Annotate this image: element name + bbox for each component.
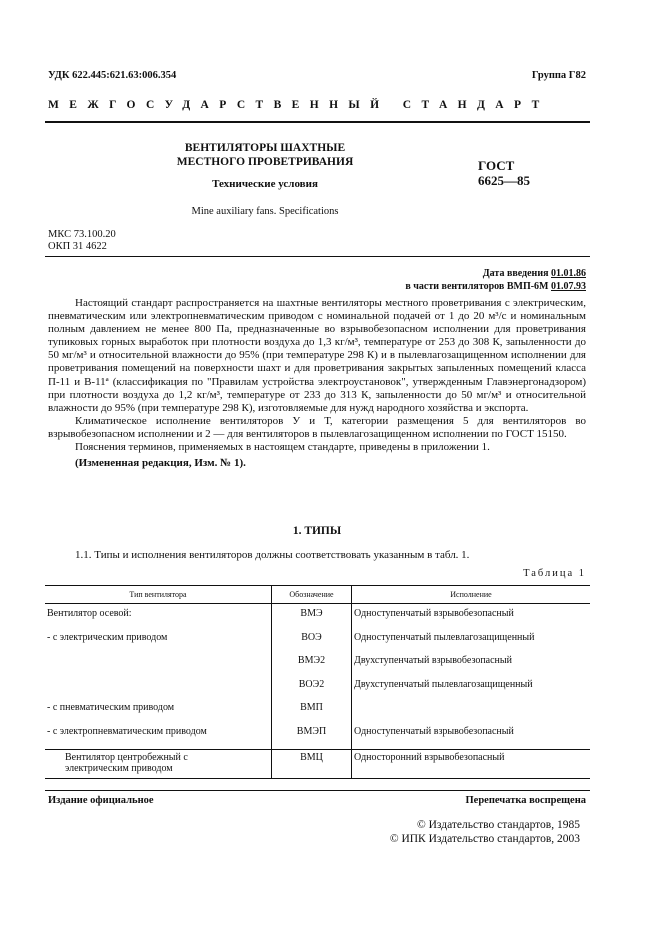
cell-type: Вентилятор осевой: bbox=[45, 604, 272, 632]
copyright-2003: © ИПК Издательство стандартов, 2003 bbox=[389, 833, 580, 845]
doc-title-line1: ВЕНТИЛЯТОРЫ ШАХТНЫЕ bbox=[184, 142, 346, 154]
col-header-version: Исполнение bbox=[352, 586, 591, 604]
cell-version bbox=[352, 702, 591, 726]
cell-version: Односторонний взрывобезопасный bbox=[352, 750, 591, 779]
cell-type: - с электрическим приводом bbox=[45, 632, 272, 656]
section-1-1-text bbox=[48, 549, 586, 562]
part-date-label: в части вентиляторов ВМП-6М bbox=[405, 281, 549, 292]
cell-version: Двухступенчатый взрывобезопасный bbox=[354, 655, 512, 666]
clause-1-1: 1.1. Типы и исполнения вентиляторов должны соответствовать указанным в табл. 1. bbox=[75, 549, 470, 561]
udk-code: УДК 622.445:621.63:006.354 bbox=[48, 70, 177, 81]
table-row bbox=[45, 702, 590, 726]
cell-version: Одноступенчатый взрывобезопасный bbox=[354, 725, 514, 737]
doc-subtitle: Технические условия bbox=[212, 178, 318, 190]
amendment-note: (Измененная редакция, Изм. № 1). bbox=[75, 457, 246, 470]
gost-block bbox=[478, 158, 530, 188]
header-rule bbox=[45, 121, 590, 123]
table-row bbox=[45, 726, 590, 750]
intro-date: 01.01.86 bbox=[551, 268, 586, 279]
doc-title-line2: МЕСТНОГО ПРОВЕТРИВАНИЯ bbox=[176, 156, 354, 168]
reprint-prohibited: Перепечатка воспрещена bbox=[465, 795, 586, 806]
cell-type: Вентилятор центробежный с электрическим приводом bbox=[45, 750, 272, 779]
table-header-row bbox=[45, 586, 590, 604]
footer-rule bbox=[45, 790, 590, 791]
copyright-1985: © Издательство стандартов, 1985 bbox=[416, 819, 580, 831]
cell-designation: ВМП bbox=[272, 702, 352, 726]
cell-designation: ВМЭ2 bbox=[272, 655, 352, 679]
effective-dates bbox=[330, 267, 586, 293]
cell-type: - с электропневматическим приводом bbox=[45, 726, 272, 750]
group-code: Группа Г82 bbox=[531, 70, 586, 81]
doc-title bbox=[150, 141, 380, 169]
fan-types-table bbox=[45, 585, 590, 779]
cell-type bbox=[45, 655, 272, 679]
gost-number: 6625—85 bbox=[478, 173, 530, 188]
cell-type: - с пневматическим приводом bbox=[45, 702, 272, 726]
cell-designation: ВМЭ bbox=[272, 604, 352, 632]
cell-version: Одноступенчатый пылевлагозащищенный bbox=[354, 631, 535, 643]
table-row bbox=[45, 655, 590, 679]
table-row bbox=[45, 750, 590, 779]
table-row bbox=[45, 604, 590, 632]
classification-codes bbox=[48, 229, 116, 253]
english-title: Mine auxiliary fans. Specifications bbox=[191, 206, 339, 217]
section-title-types: 1. ТИПЫ bbox=[292, 525, 342, 537]
body-text bbox=[48, 297, 586, 470]
copyright-block bbox=[360, 818, 580, 846]
climate-paragraph: Климатическое исполнение вентиляторов У и Т, категории размещения 5 для вентиляторов во взрывобезопасном исполнении и 2 — для вентиляторов в пылевлагозащищенном исполнении по ГОСТ 15150. bbox=[48, 414, 586, 440]
intro-date-label: Дата введения bbox=[482, 268, 549, 279]
cell-version: Двухступенчатый пылевлагозащищенный bbox=[354, 678, 533, 690]
terms-paragraph: Пояснения терминов, применяемых в настоящем стандарте, приведены в приложении 1. bbox=[75, 441, 490, 454]
mks-code: МКС 73.100.20 bbox=[48, 229, 116, 240]
cell-designation: ВОЭ bbox=[272, 632, 352, 656]
scope-paragraph: Настоящий стандарт распространяется на шахтные вентиляторы местного проветривания с электрическим, пневматическим или электропневматическим приводом с номинальной подачей от 1 до 20 м³/с и номинальным полным давлением не менее 800 Па, предназначенные во взрывобезопасном исполнении для проветривания тупиковых горных выработок при плотности воздуха до 1,3 кг/м³, температуре от 253 до 308 К, запыленности до 50 мг/м³ и относительной влажности до 95% (при температуре 298 К) и в пылевлагозащищенном исполнении для проветривания помещений на поверхности шахт и для проветривания закрытых запыленных помещений класса П-11 и В-11ª (классификация по "Правилам устройства электроустановок", утвержденным Главэнергонадзором) при плотности воздуха до 1,2 кг/м³, температуре от 233 до 313 К, запыленности до 50 мг/м³ и относительной влажности до 95% (при температуре 298 К), изготовляемые для нужд народного хозяйства и экспорта. bbox=[48, 297, 586, 414]
gost-label: ГОСТ bbox=[478, 158, 515, 173]
part-date: 01.07.93 bbox=[551, 281, 586, 292]
cell-type bbox=[45, 679, 272, 703]
cell-version: Одноступенчатый взрывобезопасный bbox=[354, 608, 514, 619]
okp-code: ОКП 31 4622 bbox=[48, 241, 107, 252]
cell-designation: ВМЦ bbox=[272, 750, 352, 779]
cell-designation: ВОЭ2 bbox=[272, 679, 352, 703]
col-header-type: Тип вентилятора bbox=[45, 586, 272, 604]
col-header-designation: Обозначение bbox=[272, 586, 352, 604]
table-row bbox=[45, 679, 590, 703]
table-row bbox=[45, 632, 590, 656]
official-edition: Издание официальное bbox=[48, 795, 154, 806]
interstate-standard-heading: МЕЖГОСУДАРСТВЕННЫЙ СТАНДАРТ bbox=[48, 99, 550, 111]
table-caption: Таблица 1 bbox=[523, 568, 586, 579]
cell-designation: ВМЭП bbox=[272, 726, 352, 750]
title-rule bbox=[45, 256, 590, 257]
